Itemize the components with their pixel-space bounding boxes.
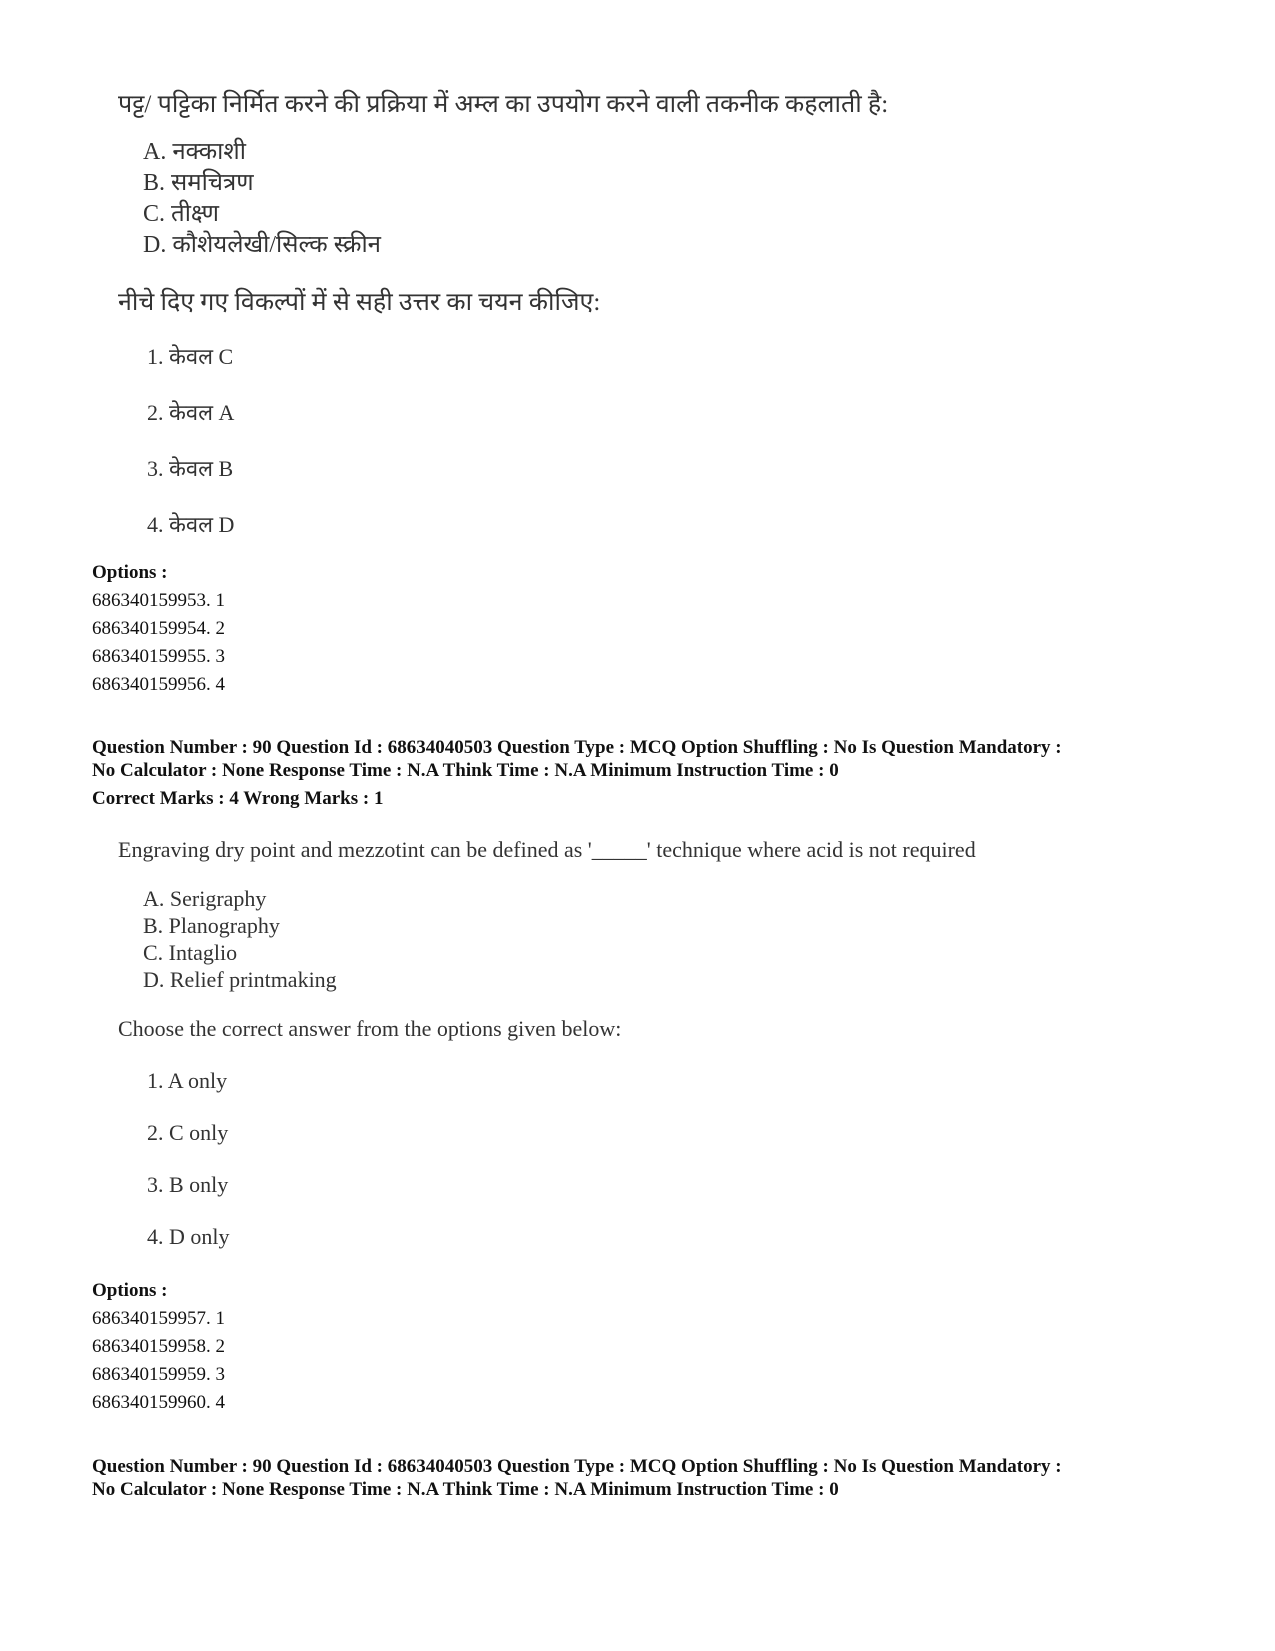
option-line-1: 686340159957. 1 bbox=[92, 1308, 225, 1329]
choice-4: 4. केवल D bbox=[147, 512, 235, 537]
choice-1: 1. A only bbox=[147, 1068, 228, 1093]
statement-d: D. Relief printmaking bbox=[143, 967, 337, 992]
question-text: पट्ट/ पट्टिका निर्मित करने की प्रक्रिया में अम्ल का उपयोग करने वाली तकनीक कहलाती है: bbox=[118, 91, 889, 118]
options-label: Options : bbox=[92, 1280, 168, 1301]
option-line-2: 686340159954. 2 bbox=[92, 618, 225, 639]
option-line-4: 686340159956. 4 bbox=[92, 674, 225, 695]
statement-a: A. नक्काशी bbox=[143, 139, 246, 165]
statement-b: B. समचित्रण bbox=[143, 170, 254, 196]
statement-c: C. तीक्ष्ण bbox=[143, 201, 219, 227]
choice-4: 4. D only bbox=[147, 1224, 230, 1249]
choice-2: 2. C only bbox=[147, 1120, 229, 1145]
option-line-4: 686340159960. 4 bbox=[92, 1392, 225, 1413]
choice-1: 1. केवल C bbox=[147, 344, 234, 369]
options-label: Options : bbox=[92, 562, 168, 583]
choice-3: 3. B only bbox=[147, 1172, 229, 1197]
statement-b: B. Planography bbox=[143, 913, 280, 938]
statement-c: C. Intaglio bbox=[143, 940, 238, 965]
instruction-text: Choose the correct answer from the options given below: bbox=[118, 1016, 622, 1041]
question-meta-line-1: Question Number : 90 Question Id : 68634040503 Question Type : MCQ Option Shuffling : No Is Question Mandatory : bbox=[92, 1456, 1062, 1477]
option-line-1: 686340159953. 1 bbox=[92, 590, 225, 611]
question-meta-line-1: Question Number : 90 Question Id : 68634040503 Question Type : MCQ Option Shuffling : No Is Question Mandatory : bbox=[92, 737, 1062, 758]
question-meta-line-2: No Calculator : None Response Time : N.A Think Time : N.A Minimum Instruction Time : 0 bbox=[92, 1479, 839, 1500]
option-line-2: 686340159958. 2 bbox=[92, 1336, 225, 1357]
choice-3: 3. केवल B bbox=[147, 456, 234, 481]
statement-a: A. Serigraphy bbox=[143, 886, 267, 911]
question-meta-line-2: No Calculator : None Response Time : N.A Think Time : N.A Minimum Instruction Time : 0 bbox=[92, 760, 839, 781]
choice-2: 2. केवल A bbox=[147, 400, 235, 425]
instruction-text: नीचे दिए गए विकल्पों में से सही उत्तर का चयन कीजिए: bbox=[118, 289, 601, 316]
statement-d: D. कौशेयलेखी/सिल्क स्क्रीन bbox=[143, 232, 382, 258]
marks-line: Correct Marks : 4 Wrong Marks : 1 bbox=[92, 788, 384, 809]
option-line-3: 686340159955. 3 bbox=[92, 646, 225, 667]
question-text: Engraving dry point and mezzotint can be defined as '_____' technique where acid is not required bbox=[118, 837, 976, 862]
option-line-3: 686340159959. 3 bbox=[92, 1364, 225, 1385]
